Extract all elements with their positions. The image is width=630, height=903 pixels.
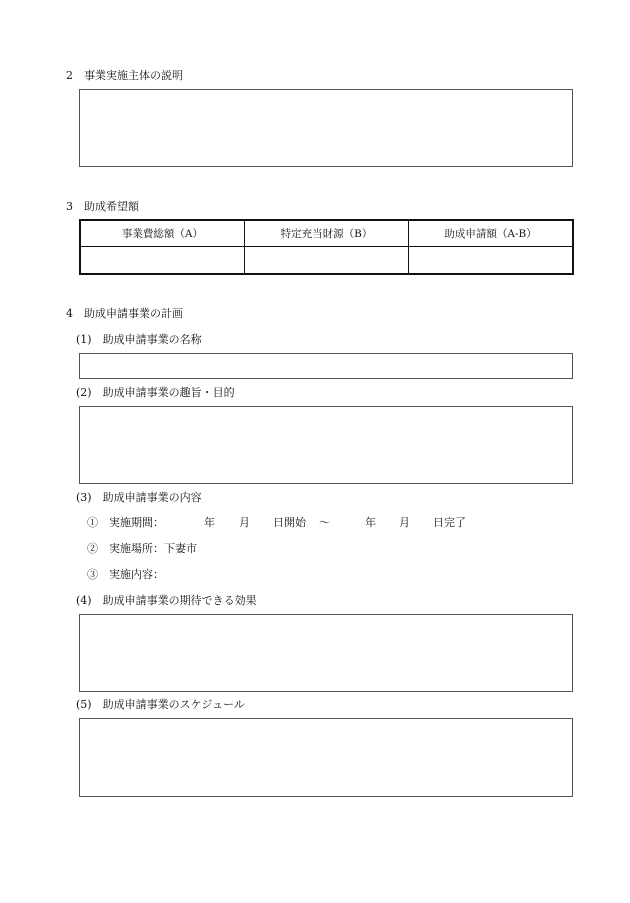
period-month-2: 月 — [399, 516, 410, 529]
section-2-heading: 2 事業実施主体の説明 — [66, 69, 183, 82]
header-grant-request: 助成申請額（A-B） — [409, 220, 573, 247]
header-total-cost: 事業費総額（A） — [80, 220, 244, 247]
header-specific-funding: 特定充当財源（B） — [244, 220, 408, 247]
item-1-label: (1) 助成申請事業の名称 — [76, 333, 202, 346]
cell-specific-funding[interactable] — [244, 247, 408, 275]
details-label: ③ 実施内容： — [87, 568, 164, 581]
place-label: ② 実施場所：下妻市 — [87, 542, 197, 555]
period-tilde: ～ — [319, 516, 330, 529]
project-name-box[interactable] — [79, 353, 573, 379]
expected-effect-box[interactable] — [79, 614, 573, 692]
schedule-box[interactable] — [79, 718, 573, 797]
cell-total-cost[interactable] — [80, 247, 244, 275]
period-year-2: 年 — [365, 516, 376, 529]
period-day-start: 日開始 — [273, 516, 306, 529]
grant-amount-table — [79, 219, 574, 275]
period-year-1: 年 — [204, 516, 215, 529]
cell-grant-request[interactable] — [409, 247, 573, 275]
section-4-heading: 4 助成申請事業の計画 — [66, 307, 183, 320]
item-4-label: (4) 助成申請事業の期待できる効果 — [76, 594, 257, 607]
item-5-label: (5) 助成申請事業のスケジュール — [76, 698, 245, 711]
period-month-1: 月 — [239, 516, 250, 529]
period-label: ① 実施期間： — [87, 516, 164, 529]
entity-description-box[interactable] — [79, 89, 573, 167]
section-3-heading: 3 助成希望額 — [66, 200, 139, 213]
period-day-end: 日完了 — [433, 516, 466, 529]
item-2-label: (2) 助成申請事業の趣旨・目的 — [76, 386, 235, 399]
item-3-label: (3) 助成申請事業の内容 — [76, 491, 202, 504]
purpose-box[interactable] — [79, 406, 573, 484]
